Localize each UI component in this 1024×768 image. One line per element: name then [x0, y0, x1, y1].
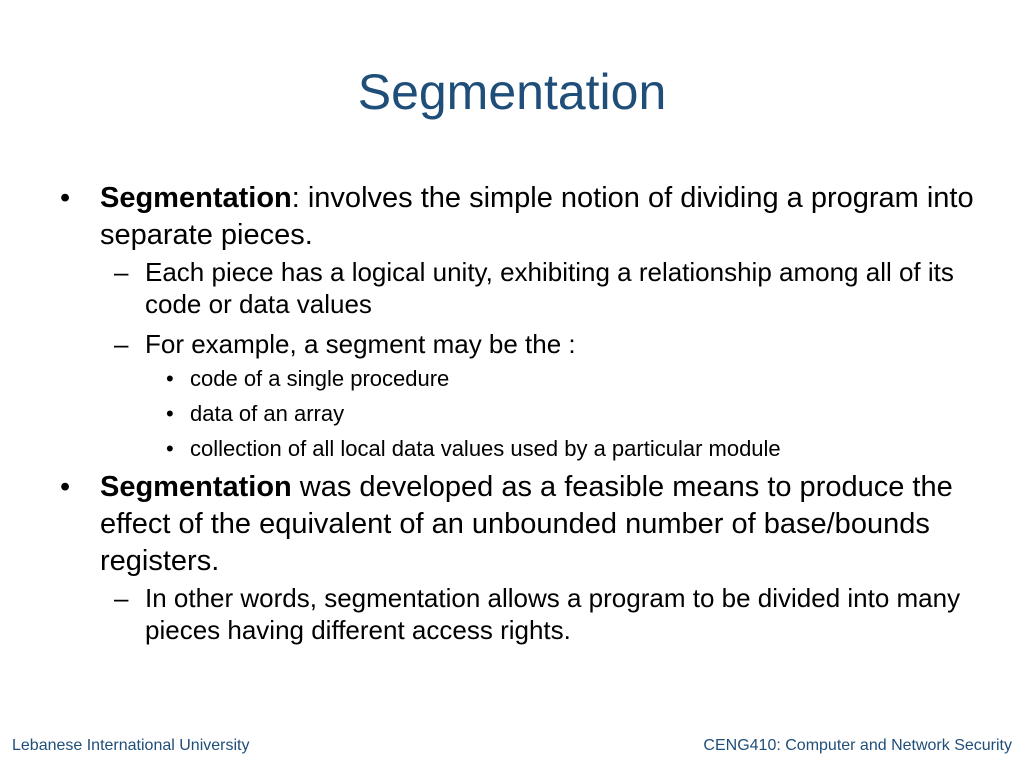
sub-bullet-example [58, 328, 978, 360]
footer-course: CENG410: Computer and Network Security [703, 737, 1012, 754]
bullet-segmentation-definition [58, 180, 978, 254]
bullet-segmentation-purpose [58, 469, 978, 580]
bullet-text: was developed as a feasible means to produce the effect of the equivalent of an unbounded number of base/bounds registers. [100, 471, 953, 577]
sub-sub-bullet-procedure [58, 364, 978, 393]
dash-marker: – [114, 329, 129, 359]
sub-bullet-text: For example, a segment may be the : [145, 329, 576, 359]
sub-sub-bullet-text: collection of all local data values used by a particular module [190, 436, 781, 461]
sub-bullet-text: In other words, segmentation allows a program to be divided into many pieces having different access rights. [145, 583, 961, 645]
bullet-text: : involves the simple notion of dividing a program into separate pieces. [100, 182, 974, 251]
small-bullet-marker: • [166, 436, 174, 461]
bullet-bold-term: Segmentation [100, 471, 292, 503]
sub-sub-bullet-array [58, 399, 978, 428]
bullet-marker: • [60, 471, 71, 503]
dash-marker: – [114, 257, 129, 287]
slide-content [58, 180, 978, 654]
sub-bullet-logical-unity [58, 256, 978, 320]
sub-sub-bullet-text: data of an array [190, 401, 345, 426]
slide-title: Segmentation [357, 64, 667, 120]
small-bullet-marker: • [166, 366, 174, 391]
dash-marker: – [114, 583, 129, 613]
footer-university: Lebanese International University [12, 737, 250, 754]
bullet-marker: • [60, 182, 71, 214]
bullet-bold-term: Segmentation [100, 182, 292, 214]
sub-sub-bullet-module [58, 434, 978, 463]
sub-bullet-text: Each piece has a logical unity, exhibiting a relationship among all of its code or data values [145, 257, 954, 319]
sub-sub-bullet-text: code of a single procedure [190, 366, 450, 391]
small-bullet-marker: • [166, 401, 174, 426]
sub-bullet-access-rights [58, 582, 978, 646]
